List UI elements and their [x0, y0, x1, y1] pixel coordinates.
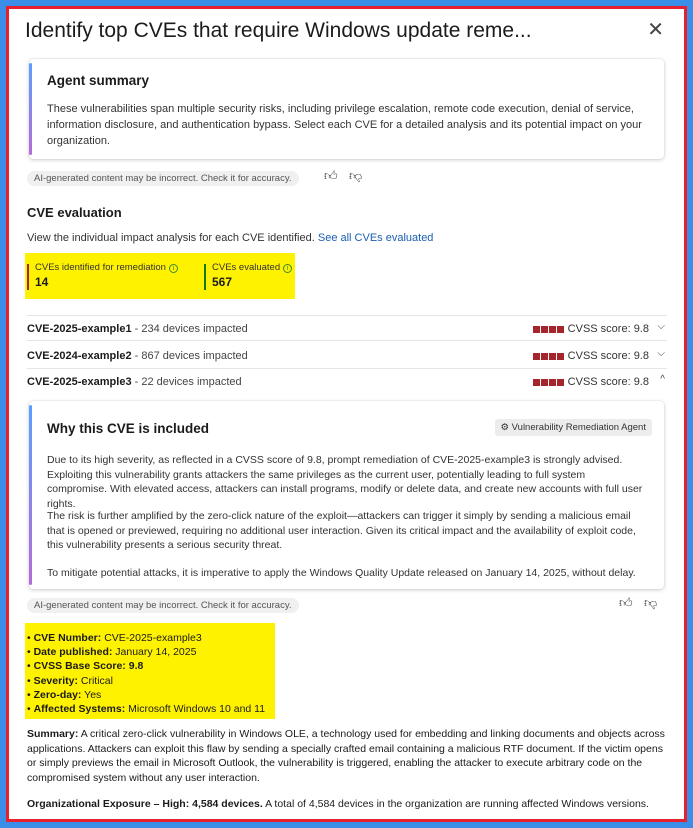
why-cve-title: Why this CVE is included: [47, 421, 210, 436]
agent-icon: ⚙: [500, 422, 510, 433]
detail-item: • Affected Systems: Microsoft Windows 10 and 11: [27, 703, 266, 716]
agent-badge-label: Vulnerability Remediation Agent: [511, 422, 646, 433]
cve-row[interactable]: [27, 343, 667, 369]
metric-value: 567: [212, 275, 233, 289]
severity-square: [533, 379, 540, 386]
detail-item: • Date published: January 14, 2025: [27, 646, 197, 659]
detail-label: Affected Systems:: [33, 703, 126, 716]
metric-evaluated: [204, 262, 294, 292]
thumbs-down-icon[interactable]: 👎︎: [644, 595, 658, 610]
severity-square: [541, 326, 548, 333]
why-paragraph-1: Due to its high severity, as reflected in a CVSS score of 9.8, prompt remediation of CVE-2025-example3 is strongly advised. Exploiting this vulnerability grants attackers the same privileges as the current user, potentially leading to full system compromise. With elevated access, attackers can install programs, modify or delete data, and create new accounts with full user rights.: [47, 454, 643, 510]
cvss-score-text: CVSS score: 9.8: [567, 323, 649, 335]
cve-name: [27, 323, 248, 335]
cvss-score: [533, 350, 649, 362]
why-cve-card: [29, 401, 664, 589]
exposure-body: A total of 4,584 devices in the organization are running affected Windows versions.: [262, 798, 649, 810]
cve-name: [27, 376, 242, 388]
card-accent: [29, 405, 32, 585]
metric-bar-red: [27, 264, 29, 290]
cve-id: CVE-2025-example3: [27, 376, 132, 388]
detail-value: 9.8: [125, 660, 144, 673]
ai-disclaimer: AI-generated content may be incorrect. Check it for accuracy.: [27, 598, 299, 613]
ai-disclaimer: AI-generated content may be incorrect. Check it for accuracy.: [27, 171, 299, 186]
evaluation-description-text: View the individual impact analysis for each CVE identified.: [27, 232, 315, 244]
severity-square: [541, 353, 548, 360]
cve-evaluation-title: CVE evaluation: [27, 205, 122, 220]
detail-value: January 14, 2025: [112, 646, 197, 659]
detail-item: • Severity: Critical: [27, 674, 113, 687]
cve-details-list: [27, 631, 273, 717]
summary-paragraph: [27, 727, 666, 785]
cve-evaluation-description: [27, 232, 433, 244]
detail-label: Severity:: [33, 674, 78, 687]
chevron-down-icon[interactable]: ⌵: [657, 321, 665, 332]
metric-value: 14: [35, 275, 49, 289]
exposure-label: Organizational Exposure – High: 4,584 devices.: [27, 798, 263, 810]
metric-label-text: CVEs evaluated: [212, 262, 281, 273]
thumbs-up-icon[interactable]: 👍︎: [619, 595, 633, 610]
info-icon[interactable]: i: [169, 264, 178, 273]
agent-summary-card: [29, 59, 664, 159]
thumbs-up-icon[interactable]: 👍︎: [324, 168, 338, 183]
why-paragraph-3: To mitigate potential attacks, it is imperative to apply the Windows Quality Update released on January 14, 2025, without delay.: [47, 567, 636, 579]
cve-devices: - 867 devices impacted: [131, 350, 248, 362]
detail-label: CVE Number:: [33, 632, 102, 644]
thumbs-down-icon[interactable]: 👎︎: [349, 168, 363, 183]
dialog-title: Identify top CVEs that require Windows update reme...: [25, 19, 532, 42]
summary-label: Summary:: [27, 728, 79, 740]
why-paragraph-2: The risk is further amplified by the zero-click nature of the exploit—attackers can trigger it simply by sending a malicious email that is opened or previewed, requiring no additional user interaction. Given its critical impact and the availability of exploit code, this vulnerability presents a serious security threat.: [47, 510, 636, 551]
cve-row[interactable]: [27, 315, 667, 341]
cvss-score: [533, 376, 649, 388]
metric-label-text: CVEs identified for remediation: [35, 262, 166, 273]
summary-title: Agent summary: [47, 73, 150, 88]
severity-square: [549, 379, 556, 386]
severity-square: [549, 353, 556, 360]
metric-label: [35, 262, 178, 273]
detail-value: Critical: [77, 674, 113, 687]
detail-item: • CVSS Base Score: 9.8: [27, 660, 144, 673]
cve-devices: - 234 devices impacted: [131, 323, 248, 335]
detail-item: • CVE Number: CVE-2025-example3: [27, 632, 202, 644]
agent-badge: [495, 419, 653, 436]
metric-label: [212, 262, 292, 273]
cve-name: [27, 350, 248, 362]
detail-item: • Zero-day: Yes: [27, 688, 102, 701]
metric-bar-green: [204, 264, 206, 290]
detail-value: CVE-2025-example3: [101, 632, 202, 644]
cvss-score-text: CVSS score: 9.8: [567, 350, 649, 362]
cve-id: CVE-2025-example1: [27, 323, 132, 335]
detail-value: Yes: [81, 688, 102, 701]
severity-square: [557, 326, 564, 333]
card-accent: [29, 63, 32, 155]
cve-id: CVE-2024-example2: [27, 350, 132, 362]
cvss-score: [533, 323, 649, 335]
chevron-down-icon[interactable]: ⌵: [657, 348, 665, 359]
severity-square: [549, 326, 556, 333]
severity-square: [533, 326, 540, 333]
summary-text: These vulnerabilities span multiple security risks, including privilege escalation, remote code execution, denial of service, information disclosure, and authentication bypass. Select each CVE for a detailed analysis and its potential impact on your organization.: [47, 103, 642, 147]
metric-remediation: [27, 262, 197, 292]
severity-square: [557, 379, 564, 386]
see-all-cves-link[interactable]: See all CVEs evaluated: [317, 232, 434, 244]
chevron-up-icon[interactable]: ^: [660, 374, 665, 385]
severity-square: [557, 353, 564, 360]
severity-square: [533, 353, 540, 360]
close-icon[interactable]: ✕: [647, 19, 664, 41]
dialog: [6, 6, 687, 822]
detail-label: Zero-day:: [33, 688, 82, 701]
detail-label: CVSS Base Score:: [33, 660, 126, 673]
summary-body: A critical zero-click vulnerability in Windows OLE, a technology used for embedding and linking documents and objects across applications. Attackers can exploit this flaw by sending a specially crafted email containing a malicious RTF document. If the victim opens or simply previews the email in Microsoft Outlook, the vulnerability is triggered, enabling the attacker to execute arbitrary code on the compromised system without any user interaction.: [27, 728, 665, 784]
severity-square: [541, 379, 548, 386]
cve-row[interactable]: [27, 369, 667, 395]
cvss-score-text: CVSS score: 9.8: [567, 376, 649, 388]
cve-devices: - 22 devices impacted: [131, 376, 242, 388]
exposure-paragraph: [27, 797, 666, 812]
detail-label: Date published:: [33, 646, 113, 659]
detail-value: Microsoft Windows 10 and 11: [125, 703, 266, 716]
info-icon[interactable]: i: [283, 264, 292, 273]
